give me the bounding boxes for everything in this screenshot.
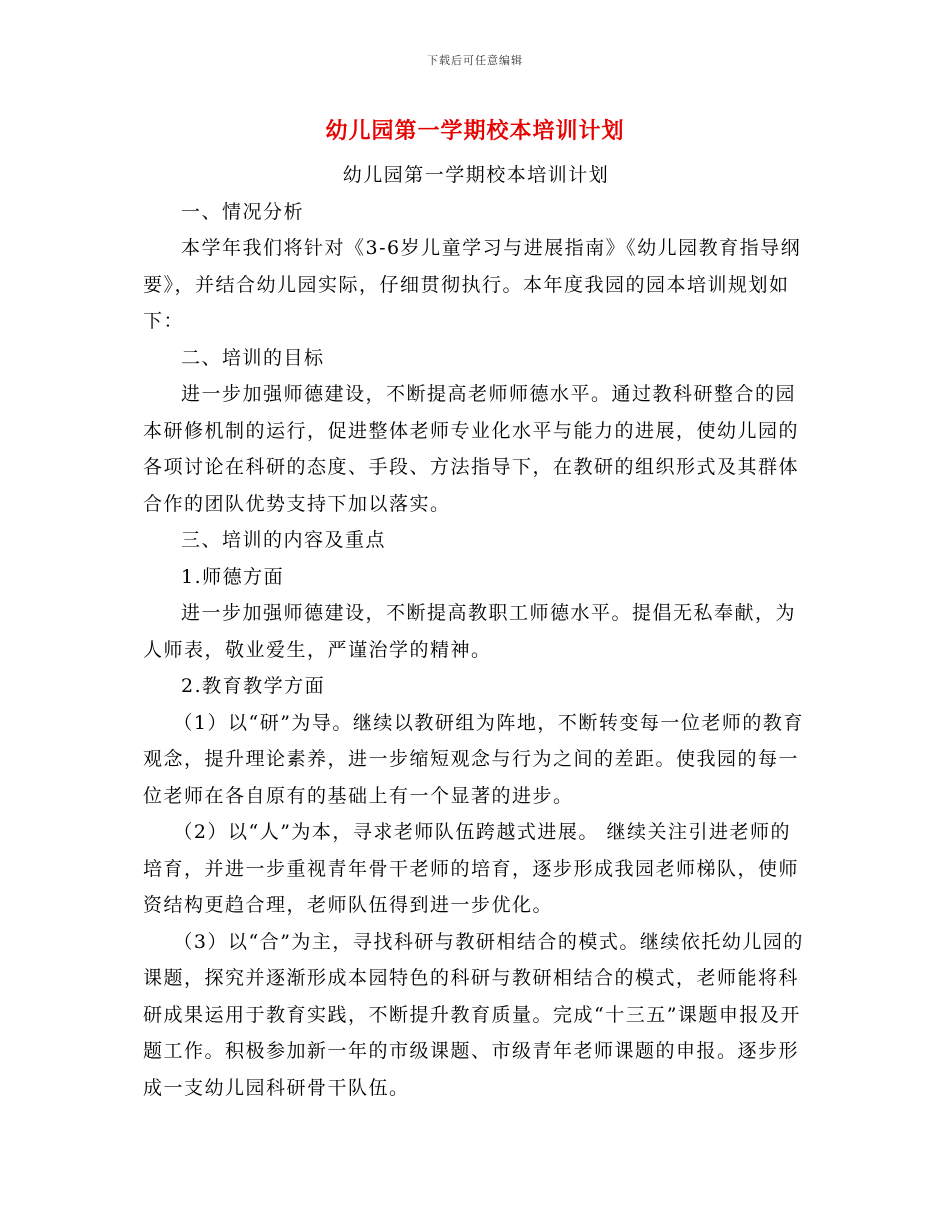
paragraph-situation: 本学年我们将针对《3-6岁儿童学习与进展指南》《幼儿园教育指导纲要》，并结合幼儿园实际，仔细贯彻执行。本年度我园的园本培训规划如下： [143,237,802,332]
subheading-teaching: 2.教育教学方面 [181,675,326,697]
paragraph-item-2: （2）以“人”为本，寻求老师队伍跨越式进展。 继续关注引进老师的培育，并进一步重视青年骨干老师的培育，逐步形成我园老师梯队，使师资结构更趋合理，老师队伍得到进一步优化。 [143,821,800,916]
section-heading-goals: 二、培训的目标 [181,346,325,369]
document-title: 幼儿园第一学期校本培训计划 [325,118,625,144]
subheading-ethics: 1.师德方面 [181,565,285,588]
paragraph-item-1: （1）以“研”为导。继续以教研组为阵地，不断转变每一位老师的教育观念，提升理论素养，进一步缩短观念与行为之间的差距。使我园的每一位老师在各自原有的基础上有一个显著的进步。 [143,711,804,807]
document-body [143,157,809,1106]
paragraph-item-3: （3）以“合”为主，寻找科研与教研相结合的模式。继续依托幼儿园的课题，探究并逐渐形成本园特色的科研与教研相结合的模式，老师能将科研成果运用于教育实践，不断提升教育质量。完成“十三五”课题申报及开题工作。积极参加新一年的市级课题、市级青年老师课题的申报。逐步形成一支幼儿园科研骨干队伍。 [143,930,804,1099]
section-heading-situation: 一、情况分析 [181,200,305,223]
paragraph-goals: 进一步加强师德建设，不断提高老师师德水平。通过教科研整合的园本研修机制的运行，促进整体老师专业化水平与能力的进展，使幼儿园的各项讨论在科研的态度、手段、方法指导下，在教研的组织形式及其群体合作的团队优势支持下加以落实。 [143,383,800,515]
header-note: 下载后可任意编辑 [427,54,523,67]
paragraph-ethics: 进一步加强师德建设，不断提高教职工师德水平。提倡无私奉献，为人师表，敬业爱生，严谨治学的精神。 [143,602,797,661]
document-subtitle: 幼儿园第一学期校本培训计划 [342,164,610,186]
section-heading-content: 三、培训的内容及重点 [181,529,387,551]
